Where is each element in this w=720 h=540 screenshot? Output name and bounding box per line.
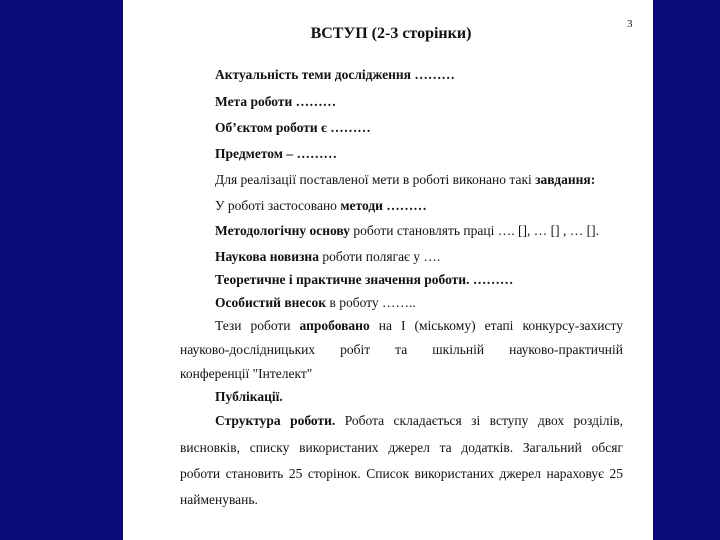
publications-text: Публікації. xyxy=(215,389,283,404)
page-title: ВСТУП (2-3 сторінки) xyxy=(310,25,472,42)
approbation-bold: апробовано xyxy=(299,318,370,333)
contribution-line xyxy=(215,295,416,311)
approbation-b: на І (міському) етапі конкурсу-захисту xyxy=(369,318,623,333)
goal-line xyxy=(215,94,336,110)
structure-line-1 xyxy=(180,413,623,429)
page-number: 3 xyxy=(627,18,633,30)
novelty-bold: Наукова новизна xyxy=(215,249,319,264)
structure-line-4: найменувань. xyxy=(180,492,258,507)
approbation-line-2: науково-дослідницьких робіт та шкільній науково-практичній xyxy=(180,342,623,357)
tasks-line xyxy=(215,172,595,188)
publications-line xyxy=(215,389,283,405)
object-line xyxy=(215,120,371,136)
actuality-line xyxy=(215,67,455,83)
contribution-bold: Особистий внесок xyxy=(215,295,327,310)
methodology-text: роботи становлять праці …. [], … [] , … []. xyxy=(350,223,599,238)
approbation-line-1 xyxy=(180,318,623,334)
significance-line xyxy=(215,272,513,288)
approbation-line-3: конференції "Інтелект" xyxy=(180,366,313,381)
goal-text: Мета роботи ……… xyxy=(215,94,337,109)
subject-text: Предметом – ……… xyxy=(215,146,337,161)
methodology-line xyxy=(215,223,599,239)
tasks-bold: завдання: xyxy=(535,172,596,187)
object-text: Об’єктом роботи є ……… xyxy=(215,120,371,135)
significance-text: Теоретичне і практичне значення роботи. ……… xyxy=(215,272,514,287)
structure-text-1: Робота складається зі вступу двох розділів, xyxy=(335,413,624,428)
structure-line-3: роботи становить 25 сторінок. Список використаних джерел нараховує 25 xyxy=(180,466,623,481)
contribution-text: в роботу …….. xyxy=(326,295,416,310)
methods-line xyxy=(215,198,427,214)
methods-text: У роботі застосовано xyxy=(215,198,341,213)
novelty-text: роботи полягає у …. xyxy=(318,249,441,264)
novelty-line xyxy=(215,249,440,265)
methodology-bold: Методологічну основу xyxy=(215,223,351,238)
structure-bold: Структура роботи. xyxy=(215,413,336,428)
actuality-text: Актуальність теми дослідження ……… xyxy=(215,67,455,82)
structure-line-2: висновків, списку використаних джерел та додатків. Загальний обсяг xyxy=(180,440,623,455)
document-page xyxy=(123,0,653,540)
tasks-text: Для реалізації поставленої мети в роботі виконано такі xyxy=(215,172,536,187)
approbation-a: Тези роботи xyxy=(215,318,300,333)
methods-bold: методи ……… xyxy=(340,198,427,213)
subject-line xyxy=(215,146,337,162)
